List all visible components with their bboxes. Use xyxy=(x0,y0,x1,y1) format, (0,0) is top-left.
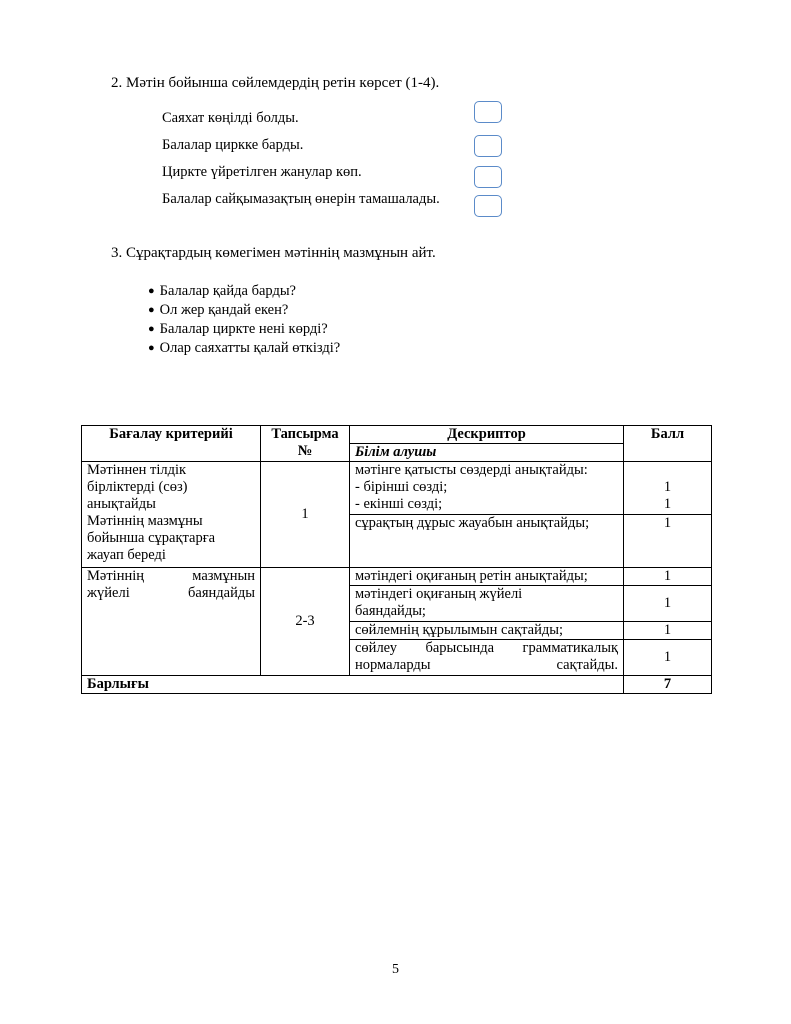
criteria-1a: Мәтіннен тілдік бірліктерді (сөз) анықтайды xyxy=(87,462,188,512)
bullet-icon: ● xyxy=(148,285,155,297)
bullet-item-4: ● Олар саяхатты қалай өткізді? xyxy=(148,340,341,356)
sentence-1: Саяхат көңілді болды. xyxy=(162,110,299,126)
task-cell-2: 2-3 xyxy=(261,568,350,676)
question-2-title: 2. Мәтін бойынша сөйлемдердің ретін көрсет (1-4). xyxy=(111,75,440,91)
score-1a: 1 1 xyxy=(624,462,712,515)
criteria-cell-1 xyxy=(82,462,261,568)
score-2a: 1 xyxy=(624,568,712,586)
criteria-cell-2: Мәтіннің мазмұнын жүйелі баяндайды xyxy=(82,568,261,676)
header-task: Тапсырма № xyxy=(261,426,350,462)
bullet-icon: ● xyxy=(148,323,155,335)
descriptor-1a: мәтінге қатысты сөздерді анықтайды: - бірінші сөзді; - екінші сөзді; xyxy=(350,462,624,515)
descriptor-2c: сөйлемнің құрылымын сақтайды; xyxy=(350,622,624,640)
order-box-3[interactable] xyxy=(474,166,502,188)
header-descriptor: Дескриптор xyxy=(350,426,624,444)
page-number: 5 xyxy=(392,962,399,977)
descriptor-2b: мәтіндегі оқиғаның жүйелі баяндайды; xyxy=(350,586,624,622)
total-value: 7 xyxy=(624,676,712,694)
score-1b: 1 xyxy=(624,515,712,568)
score-2b: 1 xyxy=(624,586,712,622)
header-learner: Білім алушы xyxy=(350,444,624,462)
header-criteria: Бағалау критерийі xyxy=(82,426,261,462)
sentence-2: Балалар циркке барды. xyxy=(162,137,304,153)
order-box-4[interactable] xyxy=(474,195,502,217)
score-2d: 1 xyxy=(624,640,712,676)
bullet-icon: ● xyxy=(148,342,155,354)
header-score: Балл xyxy=(624,426,712,462)
order-box-2[interactable] xyxy=(474,135,502,157)
descriptor-2a: мәтіндегі оқиғаның ретін анықтайды; xyxy=(350,568,624,586)
criteria-1b: Мәтіннің мазмұны бойынша сұрақтарға жауап береді xyxy=(87,513,216,563)
bullet-item-3: ● Балалар циркте нені көрді? xyxy=(148,321,328,337)
task-cell-1: 1 xyxy=(261,462,350,568)
sentence-3: Циркте үйретілген жанулар көп. xyxy=(162,164,362,180)
total-label: Барлығы xyxy=(82,676,624,694)
grading-table xyxy=(81,425,712,694)
order-box-1[interactable] xyxy=(474,101,502,123)
score-2c: 1 xyxy=(624,622,712,640)
descriptor-1b: сұрақтың дұрыс жауабын анықтайды; xyxy=(350,515,624,568)
bullet-item-1: ● Балалар қайда барды? xyxy=(148,283,296,299)
question-3-title: 3. Сұрақтардың көмегімен мәтіннің мазмұнын айт. xyxy=(111,245,436,261)
bullet-item-2: ● Ол жер қандай екен? xyxy=(148,302,289,318)
sentence-4: Балалар сайқымазақтың өнерін тамашалады. xyxy=(162,191,440,207)
descriptor-2d: сөйлеу барысында грамматикалық нормаларды сақтайды. xyxy=(350,640,624,676)
bullet-icon: ● xyxy=(148,304,155,316)
